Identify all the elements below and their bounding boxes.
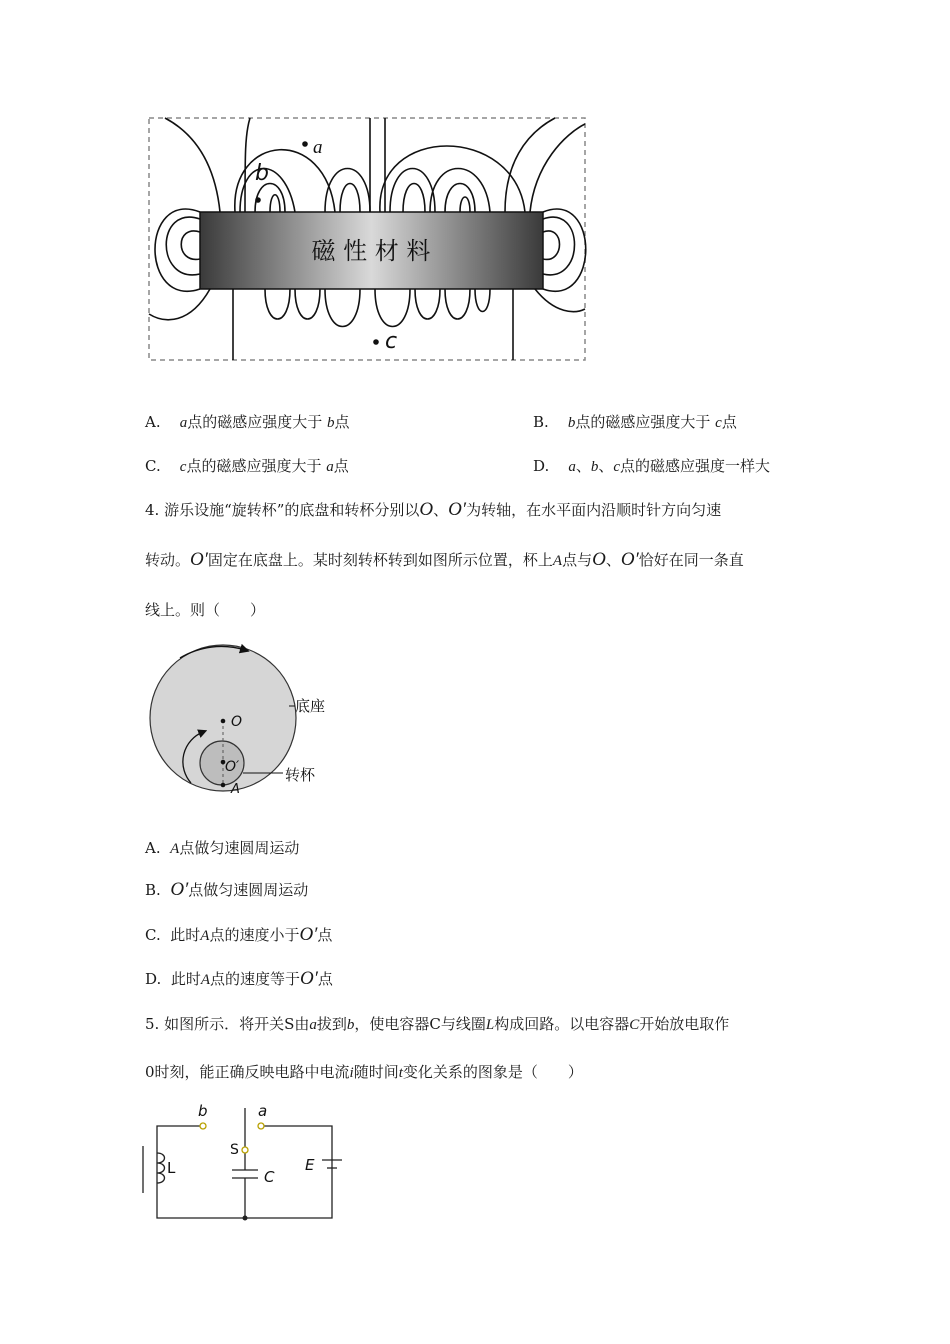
q3-option-b[interactable]: B. b点的磁感应强度大于 c点 — [533, 413, 737, 431]
a-label: A — [231, 782, 240, 797]
o-label: O — [231, 714, 243, 730]
material-label: 磁 性 材 料 — [311, 237, 431, 265]
emf-label: E — [305, 1156, 315, 1174]
q4-option-a[interactable]: A. A点做匀速圆周运动 — [145, 839, 300, 857]
q5-stem-line1: 5. 如图所示．将开关S由a拔到b，使电容器C与线圈L构成回路。以电容器C开始放电取作 — [145, 1015, 730, 1033]
capacitor-label: C — [264, 1168, 275, 1186]
rotating-cup-figure — [145, 628, 365, 798]
point-c-label: c — [385, 329, 398, 354]
q4-stem-line3: 线上。则（ ） — [145, 601, 266, 619]
base-label: 底座 — [295, 697, 326, 715]
switch-b-label: b — [198, 1102, 208, 1120]
q4-option-b[interactable]: B. O′点做匀速圆周运动 — [145, 879, 309, 900]
point-b-label: b — [255, 161, 269, 186]
q5-stem-line2: 0时刻，能正确反映电路中电流i随时间t变化关系的图象是（ ） — [145, 1063, 583, 1081]
q3-option-c[interactable]: C. c点的磁感应强度大于 a点 — [145, 457, 349, 475]
inductor-label: L — [167, 1159, 176, 1177]
q4-stem-line1: 4. 游乐设施“旋转杯”的底盘和转杯分别以O、O′为转轴，在水平面内沿顺时针方向匀速 — [145, 499, 722, 520]
op-label: O′ — [225, 759, 240, 775]
switch-s-label: S — [230, 1142, 239, 1158]
switch-a-label: a — [258, 1102, 268, 1120]
q4-stem-line2: 转动。O′固定在底盘上。某时刻转杯转到如图所示位置，杯上A点与O、O′恰好在同一条直 — [145, 549, 744, 570]
lc-circuit-figure — [140, 1098, 360, 1228]
q4-option-d[interactable]: D. 此时A点的速度等于O′点 — [145, 968, 333, 989]
cup-label: 转杯 — [285, 766, 316, 784]
magnetic-field-figure — [145, 114, 591, 364]
q4-option-c[interactable]: C. 此时A点的速度小于O′点 — [145, 924, 333, 945]
point-a-label: a — [313, 137, 323, 158]
q3-option-a[interactable]: A. a点的磁感应强度大于 b点 — [145, 413, 350, 431]
q3-option-d[interactable]: D. a、b、c点的磁感应强度一样大 — [533, 457, 771, 475]
